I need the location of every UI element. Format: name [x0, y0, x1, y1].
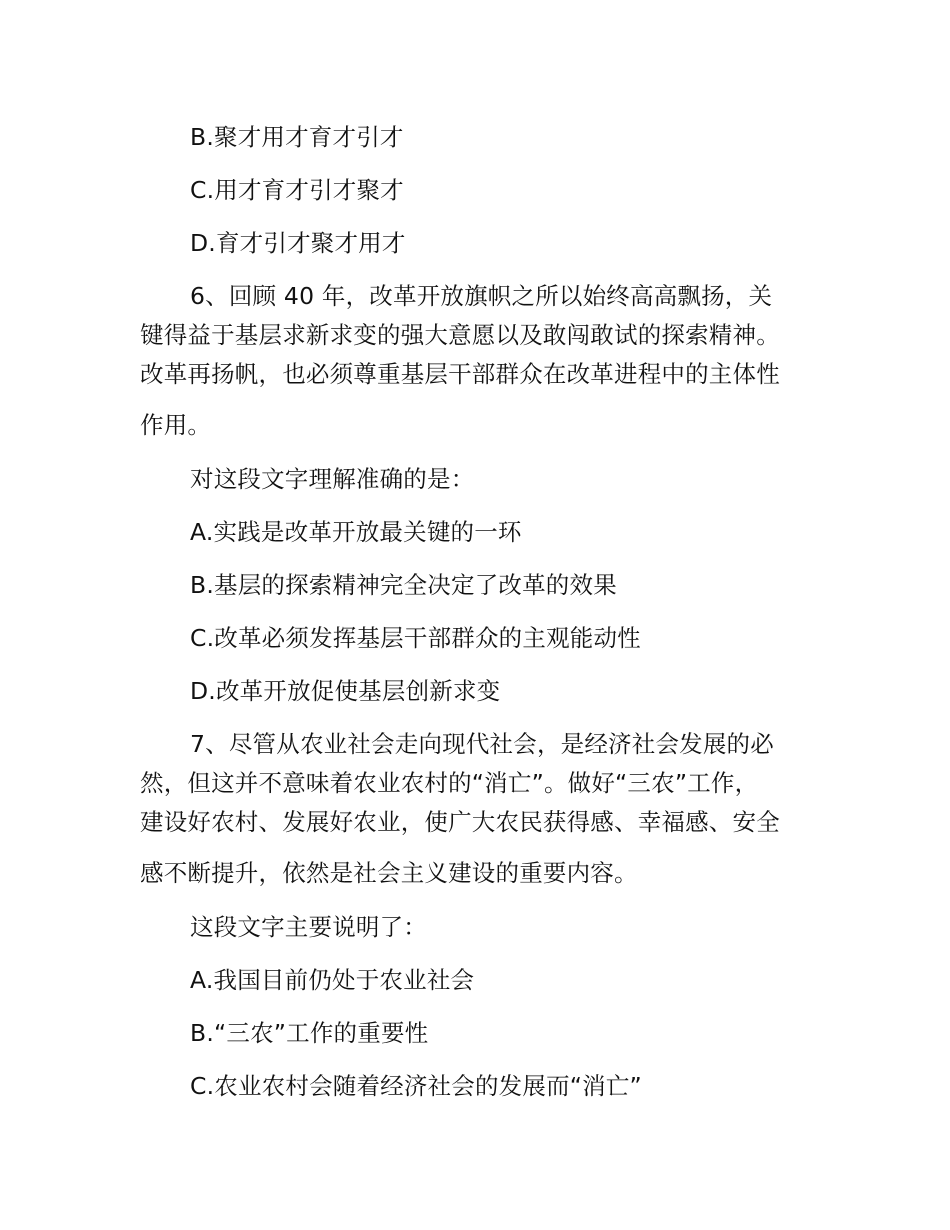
- q6-stem-line-1: 6、回顾 40 年，改革开放旗帜之所以始终高高飘扬，关: [190, 282, 773, 310]
- q5-option-d: D.育才引才聚才用才: [190, 229, 406, 257]
- q7-option-a: A.我国目前仍处于农业社会: [190, 966, 475, 994]
- q6-option-b: B.基层的探索精神完全决定了改革的效果: [190, 571, 617, 599]
- q6-stem-line-3: 改革再扬帆，也必须尊重基层干部群众在改革进程中的主体性: [140, 360, 780, 388]
- q7-prompt: 这段文字主要说明了：: [190, 913, 427, 941]
- q7-option-c: C.农业农村会随着经济社会的发展而“消亡”: [190, 1072, 642, 1100]
- q6-stem-line-4: 作用。: [140, 411, 212, 439]
- q5-option-c: C.用才育才引才聚才: [190, 176, 404, 204]
- q7-option-b: B.“三农”工作的重要性: [190, 1019, 429, 1047]
- q7-stem-line-4: 感不断提升，依然是社会主义建设的重要内容。: [140, 859, 638, 887]
- q7-stem-line-3: 建设好农村、发展好农业，使广大农民获得感、幸福感、安全: [140, 808, 780, 836]
- q6-option-c: C.改革必须发挥基层干部群众的主观能动性: [190, 624, 641, 652]
- q5-option-b: B.聚才用才育才引才: [190, 123, 404, 151]
- q6-stem-line-2: 键得益于基层求新求变的强大意愿以及敢闯敢试的探索精神。: [140, 321, 780, 349]
- q6-option-a: A.实践是改革开放最关键的一环: [190, 518, 522, 546]
- q7-stem-line-1: 7、尽管从农业社会走向现代社会，是经济社会发展的必: [190, 730, 774, 758]
- q6-option-d: D.改革开放促使基层创新求变: [190, 677, 501, 705]
- q7-stem-line-2: 然，但这并不意味着农业农村的“消亡”。做好“三农”工作，: [140, 769, 759, 797]
- q6-prompt: 对这段文字理解准确的是：: [190, 465, 475, 493]
